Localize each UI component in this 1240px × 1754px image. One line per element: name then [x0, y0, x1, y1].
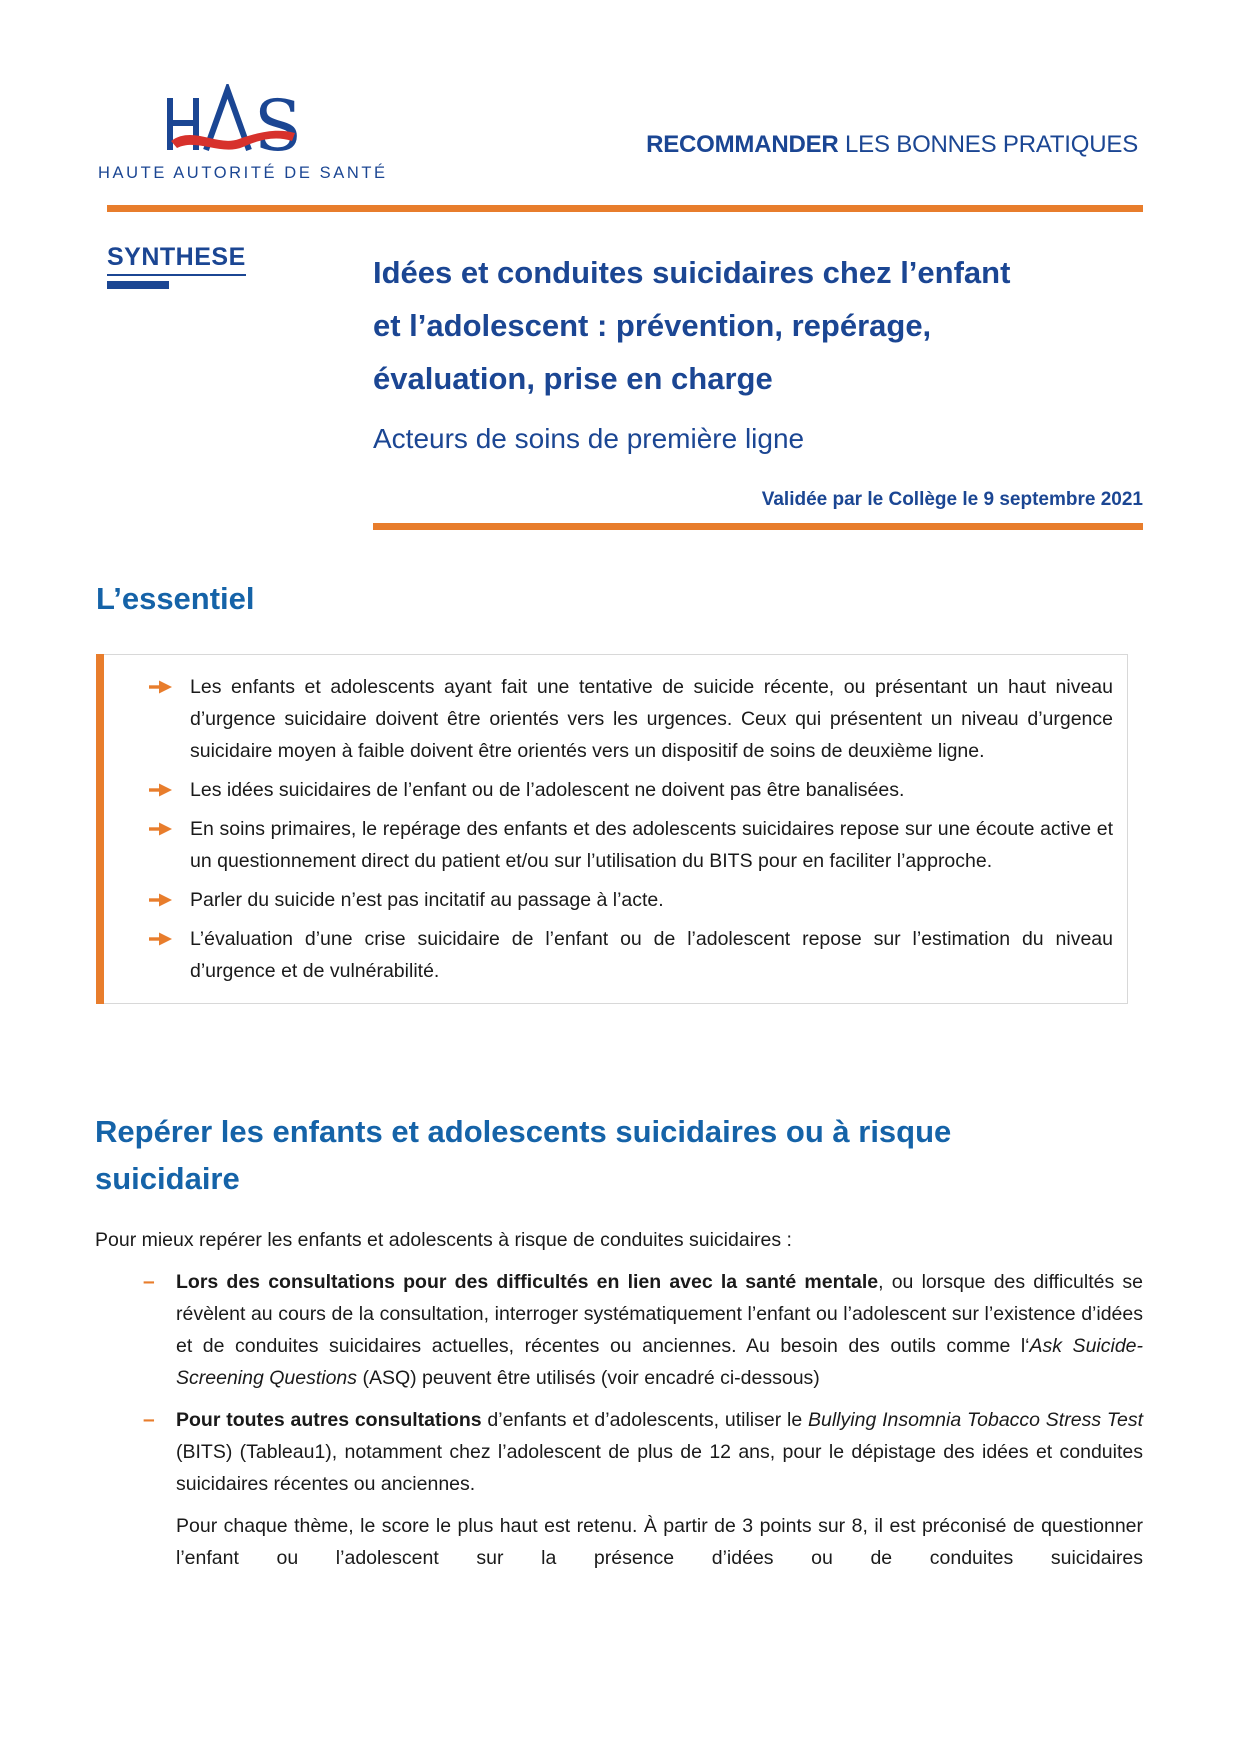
list-item: [95, 1404, 1143, 1500]
section-heading: [95, 1108, 1143, 1202]
list-item-text-b: (ASQ) peuvent être utilisés (voir encadré ci-dessous): [357, 1367, 820, 1389]
list-item-text-a: , ou lorsque des difficultés se révèlent au cours de la consultation, interroger systématiquement l’enfant ou l’adolescent sur l’existence d’idées et de conduites suicidaires actuelles, récentes ou anciennes. Au besoin des outils comme l‘: [176, 1271, 1143, 1357]
essentials-box-inner: [104, 654, 1128, 1004]
synthese-label: SYNTHESE: [107, 243, 246, 276]
dash-bullet-icon: –: [143, 1408, 155, 1431]
kicker-regular: LES BONNES PRATIQUES: [838, 131, 1138, 158]
has-logo-icon: [159, 84, 309, 158]
synthese-label-block: [107, 243, 246, 289]
list-item-italic: Ask Suicide-Screening Questions: [176, 1335, 1144, 1389]
arrow-bullet-icon: [148, 774, 190, 803]
arrow-bullet-icon: [148, 671, 190, 700]
section-intro: Pour mieux repérer les enfants et adolescents à risque de conduites suicidaires :: [95, 1229, 792, 1251]
list-item-italic: Bullying Insomnia Tobacco Stress Test: [808, 1409, 1143, 1431]
title-line-3: évaluation, prise en charge: [373, 361, 773, 396]
essential-item: [148, 813, 1113, 877]
essential-item-text: L’évaluation d’une crise suicidaire de l’enfant ou de l’adolescent repose sur l’estimation du niveau d’urgence et de vulnérabilité.: [190, 928, 1113, 982]
validation-note: Validée par le Collège le 9 septembre 2021: [761, 489, 1143, 510]
title-line-2: et l’adolescent : prévention, repérage,: [373, 308, 932, 343]
essential-item-text: En soins primaires, le repérage des enfants et des adolescents suicidaires repose sur une écoute active et un questionnement direct du patient et/ou sur l’utilisation du BITS pour en faciliter l’approche.: [190, 818, 1113, 872]
essential-item: [148, 884, 1113, 916]
section-heading-line-2: suicidaire: [95, 1161, 240, 1196]
list-item-text: [176, 1404, 1143, 1500]
list-item-text-b: (BITS) (Tableau1), notamment chez l’adolescent de plus de 12 ans, pour le dépistage des idées et conduites suicidaires récentes ou anciennes.: [176, 1441, 1143, 1495]
kicker-bold: RECOMMANDER: [646, 131, 839, 158]
arrow-bullet-icon: [148, 884, 190, 913]
masthead: [373, 246, 1143, 530]
essential-item: [148, 671, 1113, 767]
essential-item-text: Parler du suicide n’est pas incitatif au passage à l’acte.: [190, 889, 664, 911]
collection-kicker: [646, 131, 1138, 159]
list-item-bold: Lors des consultations pour des difficultés en lien avec la santé mentale: [176, 1271, 879, 1293]
logo-caption: HAUTE AUTORITÉ DE SANTÉ: [98, 164, 388, 182]
masthead-orange-rule: [373, 523, 1143, 530]
essential-item: [148, 774, 1113, 806]
document-subtitle: Acteurs de soins de première ligne: [373, 423, 805, 454]
document-title: [373, 246, 1143, 405]
title-line-1: Idées et conduites suicidaires chez l’enfant: [373, 255, 1011, 290]
list-item-text-a: d’enfants et d’adolescents, utiliser le: [481, 1409, 808, 1431]
list-item: [95, 1266, 1143, 1394]
section-follow-up: Pour chaque thème, le score le plus haut est retenu. À partir de 3 points sur 8, il est préconisé de questionner l’enfant ou l’adolescent sur la présence d’idées ou de conduites suicidaires: [176, 1515, 1143, 1569]
svg-text:S: S: [254, 85, 302, 158]
section-heading-line-1: Repérer les enfants et adolescents suicidaires ou à risque: [95, 1114, 952, 1149]
arrow-bullet-icon: [148, 813, 190, 842]
list-item-bold: Pour toutes autres consultations: [176, 1409, 482, 1431]
reperer-section: [95, 1108, 1143, 1574]
essential-item: [148, 923, 1113, 987]
essential-item-text: Les idées suicidaires de l’enfant ou de l’adolescent ne doivent pas être banalisées.: [190, 779, 905, 801]
essentials-heading: L’essentiel: [96, 581, 255, 616]
dash-bullet-icon: –: [143, 1270, 155, 1293]
essentials-box: [96, 654, 1128, 1004]
synthese-underline-bar: [107, 281, 169, 289]
list-item-text: [176, 1266, 1143, 1394]
arrow-bullet-icon: [148, 923, 190, 952]
top-orange-rule: [107, 205, 1143, 212]
has-logo: [98, 84, 388, 183]
essential-item-text: Les enfants et adolescents ayant fait une tentative de suicide récente, ou présentant un haut niveau d’urgence suicidaire doivent être orientés vers les urgences. Ceux qui présentent un niveau d’urgence suicidaire moyen à faible doivent être orientés vers un dispositif de soins de deuxième ligne.: [190, 676, 1113, 762]
